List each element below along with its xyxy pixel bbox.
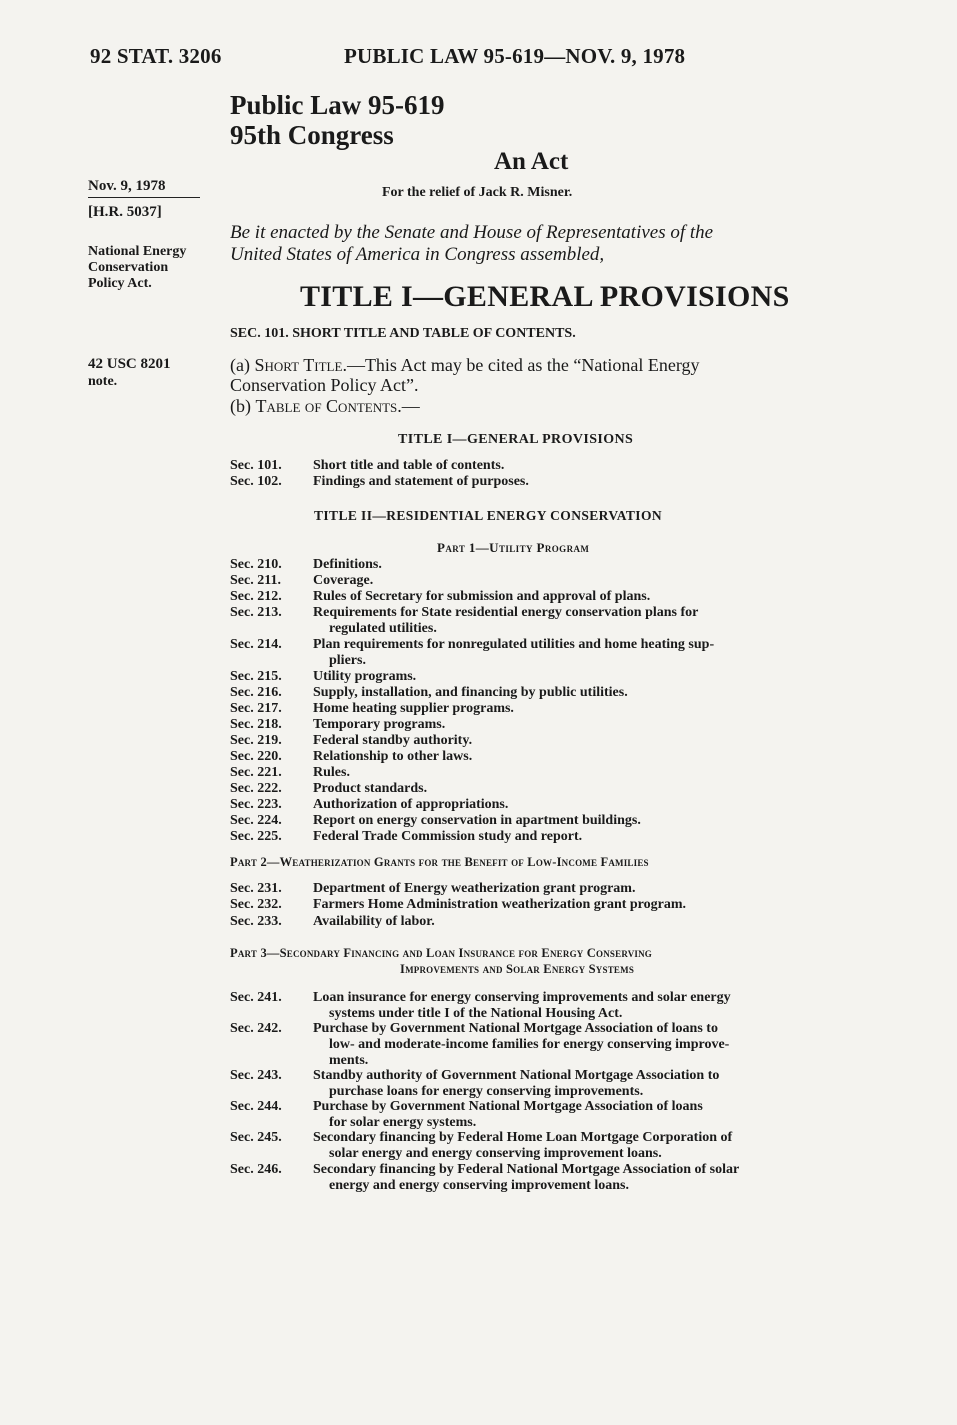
- toc-title-line: Coverage.: [313, 573, 374, 588]
- toc-title-continuation: ments.: [329, 1053, 369, 1069]
- enacting-clause-line: United States of America in Congress assembled,: [230, 244, 605, 265]
- toc-title-line: Report on energy conservation in apartment buildings.: [313, 813, 641, 828]
- toc-title-line: Short title and table of contents.: [313, 458, 505, 473]
- toc-section-number: Sec. 211.: [230, 573, 281, 588]
- toc-section-number: Sec. 212.: [230, 589, 282, 604]
- toc-title-line: Availability of labor.: [313, 913, 435, 929]
- toc-title-line: Requirements for State residential energy conservation plans for: [313, 605, 699, 620]
- toc-section-title: [313, 1068, 860, 1100]
- toc-section-number: Sec. 213.: [230, 605, 282, 620]
- toc-title-continuation: for solar energy systems.: [329, 1115, 477, 1131]
- toc-part-heading: Part 3—Secondary Financing and Loan Insurance for Energy Conserving: [230, 946, 653, 960]
- toc-title-line: Plan requirements for nonregulated utilities and home heating sup-: [313, 637, 715, 652]
- toc-title-line: Temporary programs.: [313, 717, 446, 732]
- paragraph-text: .—: [397, 396, 420, 416]
- toc-section-title: [313, 701, 860, 717]
- paragraph-text: .—This Act may be cited as the “National Energy: [342, 355, 700, 375]
- toc-section-title: [313, 990, 860, 1022]
- toc-title-continuation: solar energy and energy conserving improvement loans.: [329, 1146, 662, 1162]
- toc-section-number: Sec. 216.: [230, 685, 282, 700]
- toc-section-title: [313, 749, 860, 765]
- toc-section-number: Sec. 219.: [230, 733, 282, 748]
- toc-section-number: Sec. 233.: [230, 913, 282, 929]
- stat-page-number: 92 STAT. 3206: [90, 44, 222, 68]
- toc-title-line: Secondary financing by Federal Home Loan Mortgage Corporation of: [313, 1130, 733, 1146]
- toc-title-line: Rules.: [313, 765, 350, 780]
- toc-part-heading: Improvements and Solar Energy Systems: [400, 962, 635, 976]
- toc-section-number: Sec. 241.: [230, 990, 282, 1005]
- toc-part-heading: Part 2—Weatherization Grants for the Benefit of Low-Income Families: [230, 855, 649, 869]
- toc-title-line: Relationship to other laws.: [313, 749, 473, 764]
- enacting-clause: [230, 222, 860, 266]
- paragraph-caps: Short Title: [254, 355, 343, 375]
- toc-section-number: Sec. 231.: [230, 881, 282, 896]
- toc-section-number: Sec. 214.: [230, 637, 282, 652]
- toc-section-number: Sec. 220.: [230, 749, 282, 764]
- toc-section-title: [313, 717, 860, 733]
- running-header: PUBLIC LAW 95-619—NOV. 9, 1978: [344, 44, 686, 68]
- toc-title-line: Utility programs.: [313, 669, 417, 684]
- toc-section-number: Sec. 232.: [230, 897, 282, 913]
- toc-section-title: [313, 474, 860, 490]
- toc-section-title: [313, 685, 860, 701]
- margin-rule: [88, 197, 200, 198]
- toc-title-line: Loan insurance for energy conserving improvements and solar energy: [313, 990, 731, 1005]
- toc-title-line: Federal standby authority.: [313, 733, 473, 748]
- margin-act-line: Conservation: [88, 260, 169, 275]
- toc-section-title: [313, 781, 860, 797]
- toc-section-number: Sec. 242.: [230, 1021, 282, 1037]
- toc-title-continuation: energy and energy conserving improvement loans.: [329, 1177, 629, 1193]
- toc-section-number: Sec. 217.: [230, 701, 282, 716]
- toc-section-title: [313, 1130, 860, 1162]
- toc-title-line: Rules of Secretary for submission and approval of plans.: [313, 589, 651, 604]
- toc-title-line: Authorization of appropriations.: [313, 797, 509, 812]
- toc-section-title: [313, 733, 860, 749]
- toc-section-title: [313, 829, 860, 845]
- toc-section-title: [313, 1162, 860, 1194]
- paragraph-table-of-contents: [230, 396, 860, 416]
- title-heading: TITLE I—GENERAL PROVISIONS: [300, 280, 790, 313]
- toc-section-title: [313, 765, 860, 781]
- toc-section-number: Sec. 225.: [230, 829, 282, 844]
- toc-section-number: Sec. 224.: [230, 813, 282, 828]
- toc-section-number: Sec. 243.: [230, 1068, 282, 1083]
- margin-act-name: [88, 244, 218, 292]
- toc-title-continuation: systems under title I of the National Housing Act.: [329, 1006, 623, 1021]
- toc-title-line: Federal Trade Commission study and report.: [313, 829, 583, 844]
- toc-title-continuation: purchase loans for energy conserving improvements.: [329, 1084, 644, 1099]
- congress: 95th Congress: [230, 120, 394, 150]
- toc-section-number: Sec. 101.: [230, 458, 282, 473]
- margin-act-line: National Energy: [88, 244, 187, 259]
- enacting-clause-line: Be it enacted by the Senate and House of Representatives of the: [230, 222, 714, 243]
- paragraph-caps: Table of Contents: [255, 396, 398, 416]
- toc-title-line: Home heating supplier programs.: [313, 701, 514, 716]
- toc-section-title: [313, 1021, 860, 1069]
- toc-title-line: Purchase by Government National Mortgage Association of loans: [313, 1099, 703, 1115]
- section-heading: SEC. 101. SHORT TITLE AND TABLE OF CONTENTS.: [230, 326, 576, 341]
- toc-section-title: [313, 897, 860, 913]
- toc-title-line: Secondary financing by Federal National Mortgage Association of solar: [313, 1161, 740, 1177]
- toc-title-line: Product standards.: [313, 781, 428, 796]
- toc-section-number: Sec. 222.: [230, 781, 282, 796]
- margin-date: Nov. 9, 1978: [88, 178, 166, 194]
- toc-section-title: [313, 458, 860, 474]
- toc-title-heading: TITLE II—RESIDENTIAL ENERGY CONSERVATION: [314, 508, 662, 523]
- toc-section-number: Sec. 221.: [230, 765, 282, 780]
- toc-section-number: Sec. 102.: [230, 474, 282, 489]
- toc-title-continuation: pliers.: [329, 653, 366, 668]
- toc-section-title: [313, 589, 860, 605]
- relief-line: For the relief of Jack R. Misner.: [382, 185, 573, 200]
- paragraph-text: Conservation Policy Act”.: [230, 375, 419, 395]
- margin-act-line: Policy Act.: [88, 276, 152, 291]
- toc-section-title: [313, 1099, 860, 1131]
- toc-title-line: Definitions.: [313, 557, 382, 572]
- toc-section-title: [313, 914, 860, 930]
- toc-section-number: Sec. 223.: [230, 797, 282, 812]
- toc-title-continuation: regulated utilities.: [329, 621, 437, 636]
- toc-section-title: [313, 797, 860, 813]
- an-act-heading: An Act: [494, 148, 569, 175]
- toc-section-number: Sec. 245.: [230, 1130, 282, 1146]
- toc-title-line: Supply, installation, and financing by public utilities.: [313, 685, 628, 700]
- toc-title-line: Findings and statement of purposes.: [313, 474, 529, 489]
- toc-section-number: Sec. 210.: [230, 557, 282, 572]
- toc-title-line: Purchase by Government National Mortgage Association of loans to: [313, 1021, 718, 1037]
- toc-section-title: [313, 669, 860, 685]
- toc-section-title: [313, 605, 860, 637]
- toc-section-title: [313, 881, 860, 897]
- toc-section-title: [313, 557, 860, 573]
- law-title: Public Law 95-619: [230, 90, 445, 120]
- toc-section-number: Sec. 215.: [230, 669, 282, 684]
- toc-part-heading: Part 1—Utility Program: [437, 540, 590, 555]
- paragraph-label: (a): [230, 355, 255, 375]
- toc-title-heading: TITLE I—GENERAL PROVISIONS: [398, 432, 634, 447]
- toc-section-number: Sec. 246.: [230, 1161, 282, 1177]
- toc-title-continuation: low- and moderate-income families for energy conserving improve-: [329, 1037, 730, 1053]
- margin-bill-number: [H.R. 5037]: [88, 204, 162, 220]
- toc-title-line: Farmers Home Administration weatherization grant program.: [313, 897, 687, 913]
- toc-section-title: [313, 813, 860, 829]
- toc-section-title: [313, 637, 860, 669]
- toc-title-line: Department of Energy weatherization grant program.: [313, 881, 636, 896]
- toc-section-title: [313, 573, 860, 589]
- paragraph-label: (b): [230, 396, 256, 416]
- paragraph-short-title: [230, 355, 860, 395]
- toc-title-line: Standby authority of Government National Mortgage Association to: [313, 1068, 720, 1083]
- margin-note: note.: [88, 374, 118, 389]
- toc-section-number: Sec. 218.: [230, 717, 282, 732]
- margin-usc-citation: 42 USC 8201: [88, 356, 171, 372]
- toc-section-number: Sec. 244.: [230, 1099, 282, 1115]
